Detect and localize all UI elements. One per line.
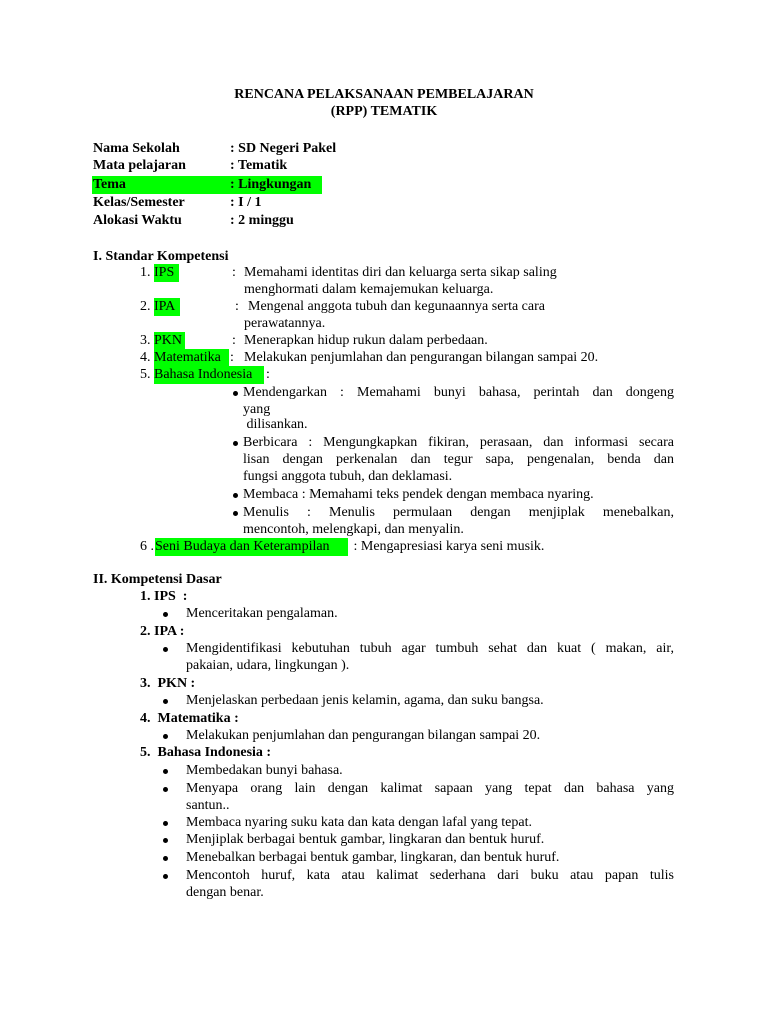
sk-bi-subject: Bahasa Indonesia <box>154 366 264 384</box>
sk-pkn-text: Menerapkan hidup rukun dalam perbedaan. <box>244 333 488 348</box>
kd-pkn-heading: 3. PKN : <box>140 676 196 691</box>
kd-bi-item: Menyapa orang lain dengan kalimat sapaan yang tepat dan bahasa yang <box>186 781 674 796</box>
value-mata-pelajaran: : Tematik <box>230 158 288 173</box>
kd-ipa-item-line1: Mengidentifikasi kebutuhan tubuh agar tumbuh sehat dan kuat ( makan, air, <box>186 641 674 656</box>
doc-title-line2: (RPP) TEMATIK <box>330 104 438 119</box>
label-nama-sekolah: Nama Sekolah <box>93 141 180 156</box>
sk-bi-number: 5. <box>140 367 151 382</box>
sk-sbk-text: : Mengapresiasi karya seni musik. <box>350 539 545 554</box>
kd-bi-heading: 5. Bahasa Indonesia : <box>140 745 272 760</box>
kd-bi-item-cont: dengan benar. <box>186 885 264 900</box>
kd-pkn-item: Menjelaskan perbedaan jenis kelamin, agama, dan suku bangsa. <box>186 693 544 708</box>
sk-mendengarkan-line2: yang <box>243 402 271 417</box>
label-alokasi-waktu: Alokasi Waktu <box>93 213 182 228</box>
sk-ips-text-line1: Memahami identitas diri dan keluarga serta sikap saling <box>244 265 557 280</box>
bullet-icon <box>163 647 168 652</box>
bullet-icon <box>163 787 168 792</box>
sk-sbk-number: 6 . <box>140 539 154 554</box>
value-nama-sekolah: : SD Negeri Pakel <box>230 141 337 156</box>
label-mata-pelajaran: Mata pelajaran <box>93 158 186 173</box>
label-kelas-semester: Kelas/Semester <box>93 195 185 210</box>
sk-mendengarkan-line1: Mendengarkan : Memahami bunyi bahasa, perintah dan dongeng <box>243 385 674 400</box>
kd-ips-heading: 1. IPS : <box>140 589 188 604</box>
sk-ipa-number: 2. <box>140 299 151 314</box>
kd-ipa-heading: 2. IPA : <box>140 624 185 639</box>
sk-ipa-colon: : <box>235 299 239 314</box>
sk-mtk-colon: : <box>230 350 234 365</box>
bullet-icon <box>233 493 238 498</box>
kd-ips-item: Menceritakan pengalaman. <box>186 606 338 621</box>
sk-mtk-text: Melakukan penjumlahan dan pengurangan bilangan sampai 20. <box>244 350 599 365</box>
sk-pkn-number: 3. <box>140 333 151 348</box>
kd-bi-item-cont: santun.. <box>186 798 230 813</box>
sk-mtk-number: 4. <box>140 350 151 365</box>
sk-sbk-subject: Seni Budaya dan Keterampilan <box>155 538 348 556</box>
bullet-icon <box>163 612 168 617</box>
value-tema: : Lingkungan <box>230 177 312 192</box>
bullet-icon <box>163 699 168 704</box>
sk-berbicara-line3: fungsi anggota tubuh, dan deklamasi. <box>243 469 453 484</box>
sk-heading: I. Standar Kompetensi <box>93 249 229 264</box>
sk-berbicara-line1: Berbicara : Mengungkapkan fikiran, perasaan, dan informasi secara <box>243 435 674 450</box>
sk-ips-text-line2: menghormati dalam kemajemukan keluarga. <box>244 282 494 297</box>
bullet-icon <box>163 769 168 774</box>
sk-ipa-text-line1: Mengenal anggota tubuh dan kegunaannya serta cara <box>248 299 545 314</box>
bullet-icon <box>163 821 168 826</box>
doc-title-line1: RENCANA PELAKSANAAN PEMBELAJARAN <box>234 87 534 102</box>
sk-menulis-line1: Menulis : Menulis permulaan dengan menjiplak menebalkan, <box>243 505 674 520</box>
bullet-icon <box>163 838 168 843</box>
kd-ipa-item-line2: pakaian, udara, lingkungan ). <box>186 658 350 673</box>
sk-membaca-line1: Membaca : Memahami teks pendek dengan membaca nyaring. <box>243 487 594 502</box>
sk-ips-number: 1. <box>140 265 151 280</box>
sk-ipa-text-line2: perawatannya. <box>244 316 326 331</box>
sk-pkn-colon: : <box>232 333 236 348</box>
sk-mtk-subject: Matematika <box>154 349 229 367</box>
sk-bi-colon: : <box>266 367 270 382</box>
bullet-icon <box>233 391 238 396</box>
sk-ips-subject: IPS <box>154 264 179 282</box>
value-kelas-semester: : I / 1 <box>230 195 262 210</box>
kd-mtk-heading: 4. Matematika : <box>140 711 239 726</box>
kd-bi-item: Mencontoh huruf, kata atau kalimat sederhana dari buku atau papan tulis <box>186 868 674 883</box>
sk-ips-colon: : <box>232 265 236 280</box>
sk-pkn-subject: PKN <box>154 332 185 350</box>
kd-bi-item: Menjiplak berbagai bentuk gambar, lingkaran dan bentuk huruf. <box>186 832 545 847</box>
sk-ipa-subject: IPA <box>154 298 180 316</box>
bullet-icon <box>163 874 168 879</box>
sk-mendengarkan-line3: dilisankan. <box>243 417 308 432</box>
value-alokasi-waktu: : 2 minggu <box>230 213 294 228</box>
kd-heading: II. Kompetensi Dasar <box>93 572 222 587</box>
sk-berbicara-line2: lisan dengan perkenalan dan tegur sapa, pengenalan, benda dan <box>243 452 674 467</box>
kd-bi-item: Membedakan bunyi bahasa. <box>186 763 343 778</box>
bullet-icon <box>163 734 168 739</box>
bullet-icon <box>233 441 238 446</box>
kd-mtk-item: Melakukan penjumlahan dan pengurangan bilangan sampai 20. <box>186 728 541 743</box>
kd-bi-item: Menebalkan berbagai bentuk gambar, lingkaran, dan bentuk huruf. <box>186 850 560 865</box>
sk-menulis-line2: mencontoh, melengkapi, dan menyalin. <box>243 522 464 537</box>
kd-bi-item: Membaca nyaring suku kata dan kata dengan lafal yang tepat. <box>186 815 532 830</box>
bullet-icon <box>233 511 238 516</box>
label-tema: Tema <box>93 177 126 192</box>
bullet-icon <box>163 856 168 861</box>
